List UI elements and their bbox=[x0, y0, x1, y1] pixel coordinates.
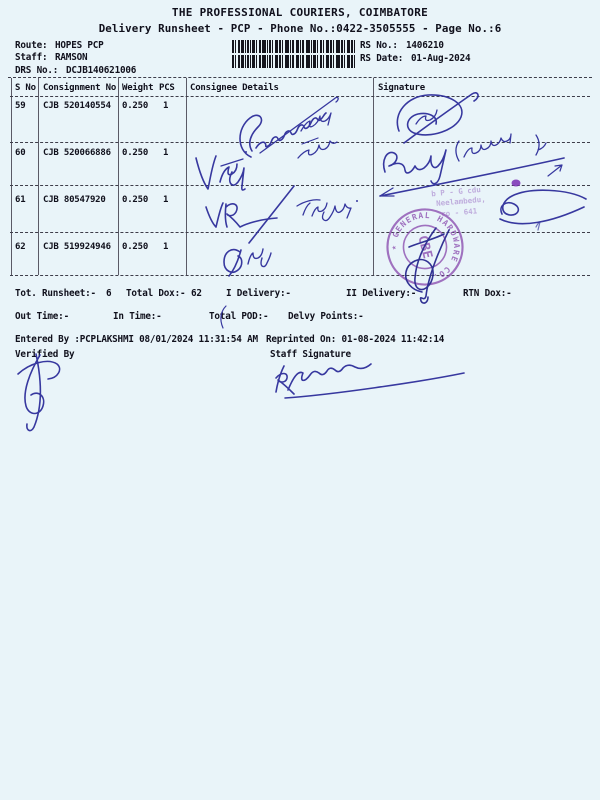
signature-row60-signature bbox=[380, 134, 564, 199]
table-row-weight: 0.250 bbox=[122, 195, 149, 205]
table-row-sno: 60 bbox=[15, 148, 26, 158]
table-border-consignee bbox=[373, 78, 374, 275]
table-row-divider bbox=[10, 232, 590, 233]
barcode-icon bbox=[232, 40, 355, 69]
tot-runsheet-label: Tot. Runsheet:- bbox=[15, 288, 96, 299]
signature-row59-consignee bbox=[240, 97, 338, 158]
i-delivery-label: I Delivery:- bbox=[226, 288, 291, 299]
table-row-weight: 0.250 bbox=[122, 148, 149, 158]
table-row-weight: 0.250 bbox=[122, 242, 149, 252]
ii-delivery-label: II Delivery:- bbox=[346, 288, 417, 299]
entered-by-text: Entered By :PCPLAKSHMI 08/01/2024 11:31:54 AM bbox=[15, 334, 258, 345]
drs-no-value: DCJB140621006 bbox=[66, 65, 137, 76]
table-border-left bbox=[11, 78, 12, 275]
signature-row59-signature bbox=[397, 93, 478, 143]
delvy-points-label: Delvy Points:- bbox=[288, 311, 364, 322]
col-header-consignee: Consignee Details bbox=[190, 83, 279, 93]
signature-row61-signature bbox=[500, 190, 586, 230]
table-border-sno bbox=[38, 78, 39, 275]
tot-runsheet-value: 6 bbox=[106, 288, 112, 299]
faint-address-stamp bbox=[431, 185, 487, 220]
total-pod-label: Total POD:- bbox=[209, 311, 269, 322]
rs-no-value: 1406210 bbox=[406, 40, 444, 51]
table-row-divider bbox=[10, 185, 590, 186]
table-row-pcs: 1 bbox=[163, 242, 169, 252]
staff-value: RAMSON bbox=[55, 52, 88, 63]
svg-text:b P - G cdu: b P - G cdu bbox=[430, 185, 482, 199]
table-row-divider bbox=[10, 142, 590, 143]
drs-no-label: DRS No.: bbox=[15, 65, 59, 76]
table-row-pcs: 1 bbox=[163, 195, 169, 205]
col-header-sno: S No bbox=[15, 83, 36, 93]
stamp-ring-text: ★ GENERAL HARDWARE CO. bbox=[388, 210, 462, 282]
total-dox-label: Total Dox:- bbox=[126, 288, 186, 299]
total-dox-value: 62 bbox=[191, 288, 202, 299]
divider-line bbox=[8, 77, 592, 78]
svg-text:ro - 641: ro - 641 bbox=[440, 206, 478, 219]
table-row-consignment: CJB 519924946 bbox=[43, 242, 111, 252]
signature-row61-consignee bbox=[206, 186, 358, 243]
route-value: HOPES PCP bbox=[55, 40, 104, 51]
table-row-consignment: CJB 520140554 bbox=[43, 101, 111, 111]
stamp-center-text: CBE bbox=[414, 233, 435, 261]
table-row-sno: 59 bbox=[15, 101, 26, 111]
staff-label: Staff: bbox=[15, 52, 48, 63]
table-header-divider bbox=[10, 96, 590, 97]
reprinted-on-text: Reprinted On: 01-08-2024 11:42:14 bbox=[266, 334, 445, 345]
col-header-consignment: Consignment No bbox=[43, 83, 117, 93]
svg-text:Neelambedu,: Neelambedu, bbox=[435, 194, 487, 208]
table-row-pcs: 1 bbox=[163, 101, 169, 111]
verified-by-label: Verified By bbox=[15, 349, 75, 360]
staff-signature bbox=[276, 364, 464, 398]
page-title: THE PROFESSIONAL COURIERS, COIMBATORE bbox=[171, 6, 429, 19]
signature-row62-consignee bbox=[224, 249, 271, 276]
verified-by-signature bbox=[18, 354, 60, 431]
table-bottom-divider bbox=[10, 275, 590, 276]
table-border-consignment bbox=[118, 78, 119, 275]
table-row-consignment: CJB 80547920 bbox=[43, 195, 106, 205]
table-row-pcs: 1 bbox=[163, 148, 169, 158]
route-label: Route: bbox=[15, 40, 48, 51]
staff-signature-label: Staff Signature bbox=[270, 349, 351, 360]
page-subtitle: Delivery Runsheet - PCP - Phone No.:0422-3505555 - Page No.:6 bbox=[98, 22, 502, 35]
general-hardware-stamp bbox=[382, 204, 469, 291]
table-row-sno: 62 bbox=[15, 242, 26, 252]
col-header-signature: Signature bbox=[378, 83, 425, 93]
rtn-dox-label: RTN Dox:- bbox=[463, 288, 512, 299]
svg-text:★ GENERAL HARDWARE CO. bbox=[383, 205, 467, 289]
rs-date-label: RS Date: bbox=[360, 53, 404, 64]
out-time-label: Out Time:- bbox=[15, 311, 69, 322]
table-row-sno: 61 bbox=[15, 195, 26, 205]
rs-date-value: 01-Aug-2024 bbox=[411, 53, 471, 64]
table-border-pcs bbox=[186, 78, 187, 275]
in-time-label: In Time:- bbox=[113, 311, 162, 322]
table-row-weight: 0.250 bbox=[122, 101, 149, 111]
col-header-pcs: PCS bbox=[159, 83, 175, 93]
col-header-weight: Weight bbox=[122, 83, 154, 93]
rs-no-label: RS No.: bbox=[360, 40, 398, 51]
table-row-consignment: CJB 520066886 bbox=[43, 148, 111, 158]
